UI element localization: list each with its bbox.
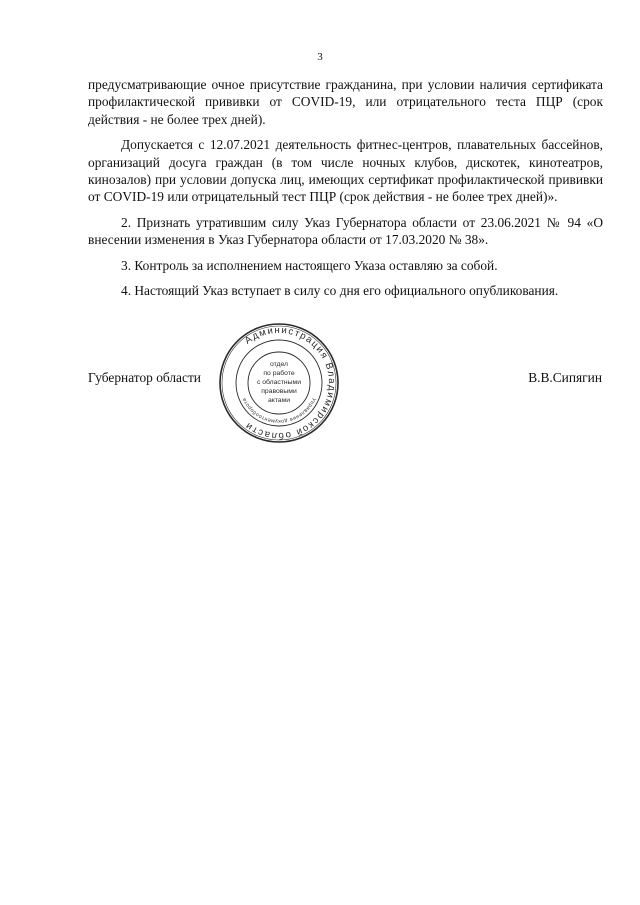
paragraph-item-2: 2. Признать утратившим силу Указ Губернатора области от 23.06.2021 № 94 «О внесении изменения в Указ Губернатора области от 17.03.2020 № 38».	[88, 214, 603, 248]
stamp-center-line: с областными	[256, 379, 302, 386]
stamp-center-line: правовыми	[261, 388, 297, 395]
paragraph-continuation: предусматривающие очное присутствие гражданина, при условии наличия сертификата профилактической прививки от COVID-19, или отрицательного теста ПЦР (срок действия - не более трех дней).	[88, 77, 603, 127]
official-stamp	[218, 322, 340, 444]
signature-name: В.В.Сипягин	[528, 370, 602, 385]
stamp-inner-text: Управление документооборота	[241, 396, 317, 425]
document-body	[88, 76, 603, 307]
paragraph-item-3: 3. Контроль за исполнением настоящего Указа оставляю за собой.	[121, 257, 498, 273]
stamp-center-line: по работе	[263, 370, 295, 377]
paragraph-item-4: 4. Настоящий Указ вступает в силу со дня его официального опубликования.	[121, 283, 559, 299]
stamp-center-line: актами	[267, 397, 291, 404]
page-number: 3	[317, 51, 323, 63]
stamp-seal-icon	[218, 322, 340, 444]
signature-title: Губернатор области	[88, 370, 201, 385]
paragraph-fitness-centers: Допускается с 12.07.2021 деятельность фитнес-центров, плавательных бассейнов, организаций досуга граждан (в том числе ночных клубов, дискотек, кинотеатров, кинозалов) при условии допуска лиц, имеющих сертификат профилактической прививки от COVID-19 или отрицательный тест ПЦР (срок действия - не более трех дней)».	[88, 137, 603, 205]
stamp-center-line: отдел	[269, 361, 289, 368]
stamp-outer-text: Администрация Владимирской области	[242, 324, 338, 442]
